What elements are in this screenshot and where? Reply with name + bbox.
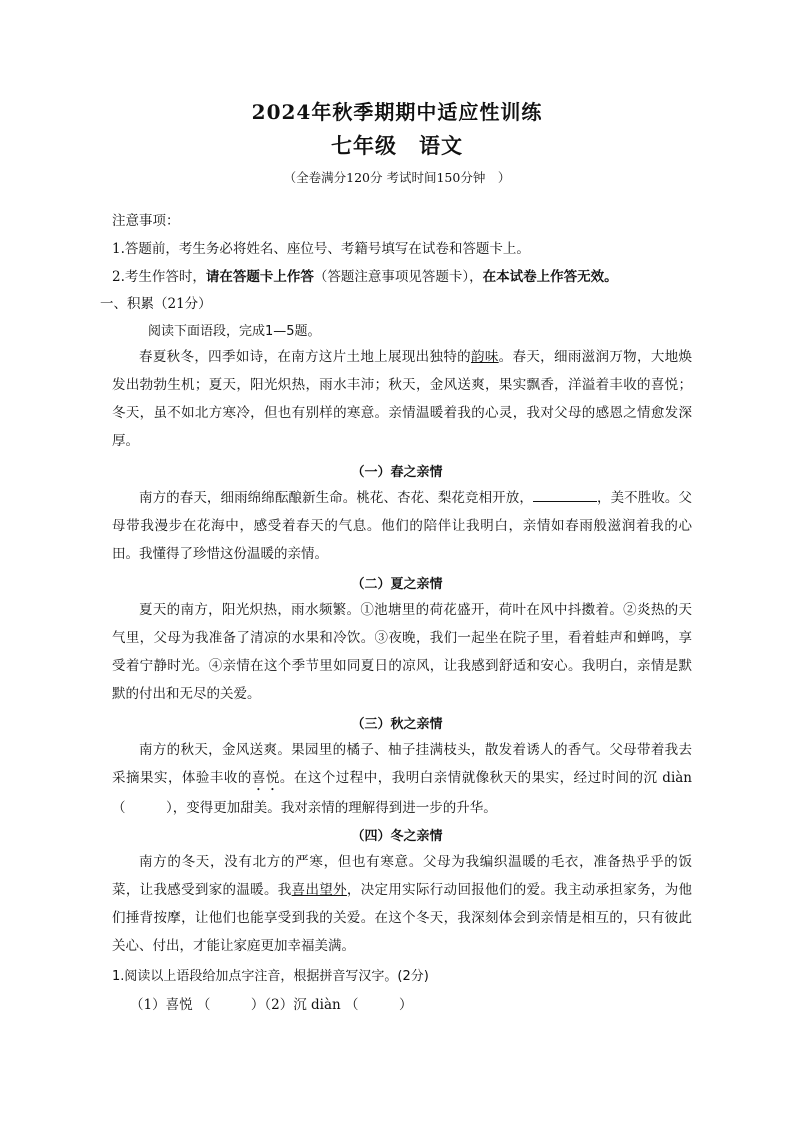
winter-paragraph: 南方的冬天，没有北方的严寒，但也有寒意。父母为我编织温暖的毛衣，准备热乎乎的饭菜，让我感受到家的温暖。我喜出望外，决定用实际行动回报他们的爱。我主动承担家务，为他们捶背按摩，让他们也能享受到我的关爱。在这个冬天，我深刻体会到亲情是相互的，只有彼此关心、付出，才能让家庭更加幸福美满。	[112, 854, 693, 954]
spring-paragraph: 南方的春天，细雨绵绵酝酿新生命。桃花、杏花、梨花竞相开放， ，美不胜收。父母带我漫步在花海中，感受着春天的气息。他们的陪伴让我明白，亲情如春雨般滋润着我的心田。我懂得了珍惜这份温暖的亲情。	[112, 484, 692, 568]
underlined-phrase: 喜出望外	[291, 882, 347, 898]
autumn-paragraph: 南方的秋天，金风送爽。果园里的橘子、柚子挂满枝头，散发着诱人的香气。父母带着我去采摘果实，体验丰收的喜悦。在这个过程中，我明白亲情就像秋天的果实，经过时间的沉 diàn（ ），变得更加甜美。我对亲情的理解得到进一步的升华。	[112, 742, 693, 816]
section-1-heading: 一、积累（21分）	[100, 296, 212, 312]
summer-heading: （二）夏之亲情	[351, 577, 443, 592]
intro-paragraph: 春夏秋冬，四季如诗，在南方这片土地上展现出独特的韵味。春天，细雨滋润万物，大地焕发出勃勃生机；夏天，阳光炽热，雨水丰沛；秋天，金风送爽，果实飘香，洋溢着丰收的喜悦；冬天，虽不如北方寒冷，但也有别样的寒意。亲情温暖着我的心灵，我对父母的感恩之情愈发深厚。	[112, 349, 693, 449]
dotted-word: 喜悦	[251, 770, 280, 786]
summer-paragraph: 夏天的南方，阳光炽热，雨水频繁。①池塘里的荷花盛开，荷叶在风中抖擞着。②炎热的天气里，父母为我准备了清凉的水果和冷饮。③夜晚，我们一起坐在院子里，看着蛙声和蝉鸣，享受着宁静时光。④亲情在这个季节里如同夏日的凉风，让我感到舒适和安心。我明白，亲情是默默的付出和无尽的关爱。	[112, 602, 692, 702]
grade-subject-title: 七年级 语文	[331, 133, 463, 158]
spring-heading: （一）春之亲情	[351, 465, 443, 480]
notice-heading: 注意事项：	[112, 213, 180, 229]
question-1: 1.阅读以上语段给加点字注音，根据拼音写汉字。(2分)	[112, 969, 429, 984]
winter-heading: （四）冬之亲情	[351, 829, 443, 844]
notice-item-2: 2.考生作答时，请在答题卡上作答（答题注意事项见答题卡），在本试卷上作答无效。	[112, 269, 618, 285]
notice-item-1: 1.答题前，考生务必将姓名、座位号、考籍号填写在试卷和答题卡上。	[112, 241, 530, 257]
section-1-instruction: 阅读下面语段，完成1—5题。	[148, 324, 321, 339]
fill-blank	[533, 487, 597, 502]
underlined-word: 韵味	[471, 349, 499, 365]
autumn-heading: （三）秋之亲情	[351, 717, 443, 732]
exam-title: 2024年秋季期期中适应性训练	[251, 100, 543, 124]
exam-info: （全卷满分120分 考试时间150分钟 ）	[283, 170, 511, 185]
question-1-answers: （1）喜悦 （ ）（2）沉 diàn （ ）	[130, 997, 413, 1013]
